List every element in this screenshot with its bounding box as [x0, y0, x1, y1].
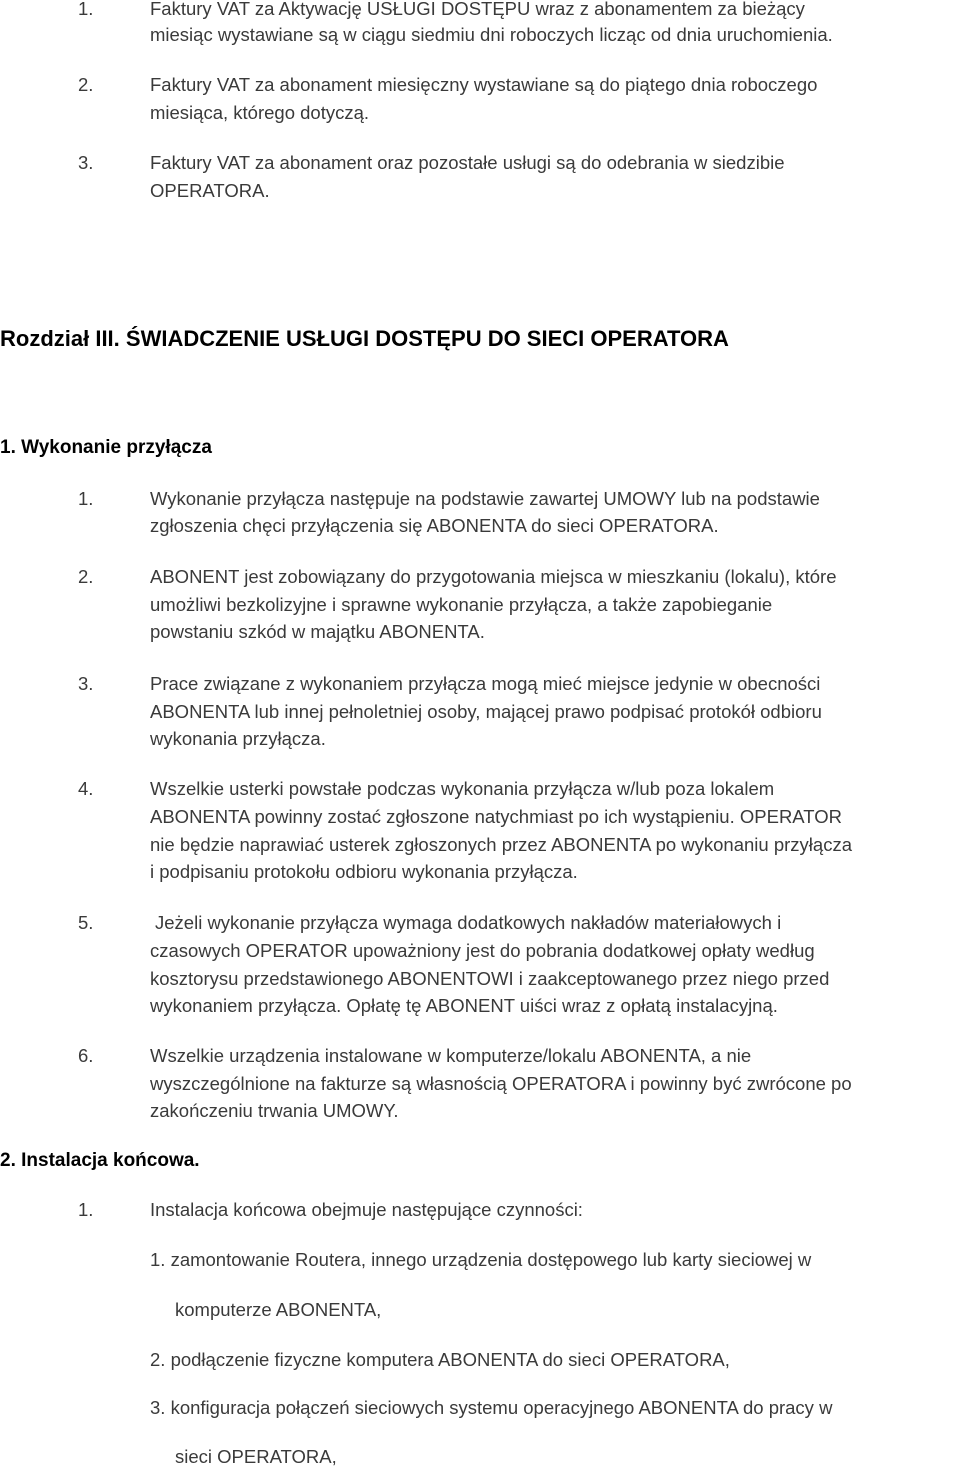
paragraph-line: Faktury VAT za abonament miesięczny wystawiane są do piątego dnia roboczego	[150, 74, 818, 95]
paragraph-line: miesiąca, którego dotyczą.	[150, 102, 370, 123]
list-number: 6.	[78, 1045, 94, 1066]
list-number: 4.	[78, 778, 94, 799]
paragraph-line: Jeżeli wykonanie przyłącza wymaga dodatkowych nakładów materiałowych i	[155, 912, 782, 933]
paragraph-line: kosztorysu przedstawionego ABONENTOWI i zaakceptowanego przez niego przed	[150, 968, 830, 989]
paragraph-line: ABONENTA powinny zostać zgłoszone natychmiast po ich wystąpieniu. OPERATOR	[150, 806, 842, 827]
sub-list-line: komputerze ABONENTA,	[175, 1299, 382, 1320]
list-number: 2.	[78, 566, 94, 587]
paragraph-line: nie będzie naprawiać usterek zgłoszonych przez ABONENTA po wykonaniu przyłącza	[150, 834, 852, 855]
paragraph-line: OPERATORA.	[150, 180, 270, 201]
sub-list-line: 1. zamontowanie Routera, innego urządzenia dostępowego lub karty sieciowej w	[150, 1249, 812, 1270]
list-number: 3.	[78, 673, 94, 694]
chapter-heading: Rozdział III. ŚWIADCZENIE USŁUGI DOSTĘPU DO SIECI OPERATORA	[0, 326, 729, 351]
paragraph-line: Faktury VAT za Aktywację USŁUGI DOSTĘPU wraz z abonamentem za bieżący	[150, 0, 805, 19]
sub-list-line: 3. konfiguracja połączeń sieciowych systemu operacyjnego ABONENTA do pracy w	[150, 1397, 833, 1418]
list-number: 1.	[78, 1199, 94, 1220]
sub-list-line: sieci OPERATORA,	[175, 1446, 337, 1467]
paragraph-line: ABONENT jest zobowiązany do przygotowania miejsca w mieszkaniu (lokalu), które	[150, 566, 837, 587]
paragraph-line: miesiąc wystawiane są w ciągu siedmiu dni roboczych licząc od dnia uruchomienia.	[150, 24, 833, 45]
list-number: 3.	[78, 152, 94, 173]
section-heading: 1. Wykonanie przyłącza	[0, 437, 212, 458]
list-number: 1.	[78, 0, 94, 19]
paragraph-line: powstaniu szkód w majątku ABONENTA.	[150, 621, 485, 642]
list-number: 1.	[78, 488, 94, 509]
paragraph-line: wyszczególnione na fakturze są własnością OPERATORA i powinny być zwrócone po	[150, 1073, 852, 1094]
paragraph-line: zakończeniu trwania UMOWY.	[150, 1100, 399, 1121]
paragraph-line: ABONENTA lub innej pełnoletniej osoby, mającej prawo podpisać protokół odbioru	[150, 701, 822, 722]
paragraph-line: Wszelkie usterki powstałe podczas wykonania przyłącza w/lub poza lokalem	[150, 778, 775, 799]
paragraph-line: wykonania przyłącza.	[150, 728, 326, 749]
paragraph-line: Wykonanie przyłącza następuje na podstawie zawartej UMOWY lub na podstawie	[150, 488, 820, 509]
paragraph-line: Faktury VAT za abonament oraz pozostałe usługi są do odebrania w siedzibie	[150, 152, 785, 173]
paragraph-line: Prace związane z wykonaniem przyłącza mogą mieć miejsce jedynie w obecności	[150, 673, 821, 694]
list-number: 5.	[78, 912, 94, 933]
paragraph-line: wykonaniem przyłącza. Opłatę tę ABONENT uiści wraz z opłatą instalacyjną.	[150, 995, 778, 1016]
paragraph-line: Instalacja końcowa obejmuje następujące czynności:	[150, 1199, 583, 1220]
paragraph-line: umożliwi bezkolizyjne i sprawne wykonanie przyłącza, a także zapobieganie	[150, 594, 773, 615]
paragraph-line: czasowych OPERATOR upoważniony jest do pobrania dodatkowej opłaty według	[150, 940, 815, 961]
paragraph-line: zgłoszenia chęci przyłączenia się ABONENTA do sieci OPERATORA.	[150, 515, 719, 536]
paragraph-line: i podpisaniu protokołu odbioru wykonania przyłącza.	[150, 861, 578, 882]
section-heading: 2. Instalacja końcowa.	[0, 1150, 200, 1171]
sub-list-line: 2. podłączenie fizyczne komputera ABONENTA do sieci OPERATORA,	[150, 1349, 730, 1370]
paragraph-line: Wszelkie urządzenia instalowane w komputerze/lokalu ABONENTA, a nie	[150, 1045, 752, 1066]
list-number: 2.	[78, 74, 94, 95]
